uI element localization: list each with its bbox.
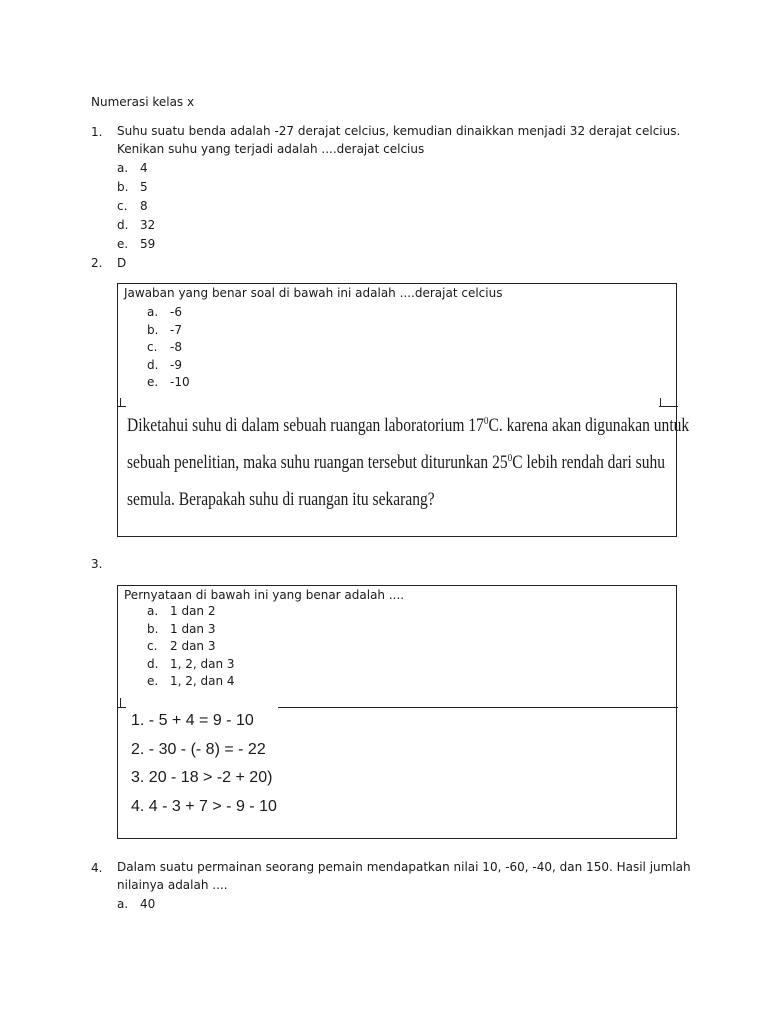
problem-image-line-3: semula. Berapakah suhu di ruangan itu sekarang? <box>127 490 435 510</box>
option-item <box>117 216 155 235</box>
option-letter: b. <box>147 621 159 636</box>
option-item <box>147 621 235 639</box>
option-item <box>147 638 235 656</box>
option-letter: d. <box>117 218 129 232</box>
option-text: -7 <box>170 322 182 337</box>
option-letter: a. <box>147 604 159 618</box>
option-letter: b. <box>117 180 129 194</box>
option-letter: a. <box>117 897 129 911</box>
option-letter: b. <box>147 322 159 337</box>
option-text: 5 <box>140 180 148 194</box>
option-item <box>147 656 235 674</box>
option-text: 2 dan 3 <box>170 639 216 653</box>
problem-image-line-1: Diketahui suhu di dalam sebuah ruangan laboratorium $17^0C$. karena akan digunakan untuk <box>127 415 690 437</box>
question-2-text: D <box>117 256 127 270</box>
option-item <box>147 357 190 375</box>
option-letter: d. <box>147 656 159 671</box>
question-1-number: 1. <box>91 125 103 139</box>
question-4-options <box>117 895 155 914</box>
option-item <box>147 304 190 322</box>
question-1-text <box>117 122 680 158</box>
question-3-number: 3. <box>91 557 103 571</box>
question-2-box <box>117 283 690 537</box>
scan-edge-line-left <box>117 707 126 708</box>
option-item <box>117 197 155 216</box>
option-text: 1, 2, dan 4 <box>170 674 235 688</box>
option-item <box>117 235 155 254</box>
option-text: -6 <box>170 305 182 319</box>
question-4-number: 4. <box>91 861 103 875</box>
option-text: 59 <box>140 237 156 251</box>
question-1-line-2: Kenikan suhu yang terjadi adalah ....derajat celcius <box>117 142 425 156</box>
option-item <box>147 339 190 357</box>
option-text: 1, 2, dan 3 <box>170 656 235 671</box>
option-letter: c. <box>147 639 158 653</box>
option-text: 1 dan 3 <box>170 621 216 636</box>
option-text: 32 <box>140 218 156 232</box>
scan-edge-line-right <box>659 406 678 407</box>
option-item <box>147 603 235 621</box>
option-item <box>117 159 155 178</box>
statement-4: 4. 4 - 3 + 7 > - 9 - 10 <box>131 798 277 815</box>
option-letter: e. <box>117 237 129 251</box>
question-2-options <box>147 304 190 392</box>
option-item <box>147 673 235 691</box>
option-item <box>147 374 190 392</box>
question-4-line-2: nilainya adalah .... <box>117 878 228 892</box>
question-3-options <box>147 603 235 691</box>
problem-image-line-2: sebuah penelitian, maka suhu ruangan tersebut diturunkan $25^0C$ lebih rendah dari suhu <box>127 452 666 474</box>
question-4-line-1: Dalam suatu permainan seorang pemain mendapatkan nilai 10, -60, -40, dan 150. Hasil jumlah <box>117 860 691 874</box>
option-text: 4 <box>140 161 148 175</box>
question-4-text <box>117 858 691 894</box>
statement-2: 2. - 30 - (- 8) = - 22 <box>131 741 266 758</box>
option-letter: e. <box>147 674 159 688</box>
question-3-box <box>117 585 677 839</box>
scan-edge-line-right <box>278 707 678 708</box>
option-letter: c. <box>117 199 128 213</box>
scan-edge-line-left <box>117 406 126 407</box>
option-text: 40 <box>140 897 156 911</box>
scan-edge-tick-left <box>120 398 121 407</box>
option-letter: e. <box>147 375 159 389</box>
scan-edge-tick-left <box>120 698 121 708</box>
option-letter: a. <box>117 161 129 175</box>
question-2-number: 2. <box>91 256 103 270</box>
option-item <box>147 322 190 340</box>
option-text: -9 <box>170 357 182 372</box>
statement-3: 3. 20 - 18 > -2 + 20) <box>131 769 273 786</box>
option-letter: c. <box>147 340 158 354</box>
question-3-lead: Pernyataan di bawah ini yang benar adalah .... <box>124 588 405 602</box>
option-text: 1 dan 2 <box>170 604 216 618</box>
statement-1: 1. - 5 + 4 = 9 - 10 <box>131 712 254 729</box>
option-letter: d. <box>147 357 159 372</box>
option-text: -8 <box>170 340 182 354</box>
document-title: Numerasi kelas x <box>91 95 195 109</box>
option-text: 8 <box>140 199 148 213</box>
option-item <box>117 895 155 914</box>
question-1-options <box>117 159 155 254</box>
option-item <box>117 178 155 197</box>
question-1-line-1: Suhu suatu benda adalah -27 derajat celcius, kemudian dinaikkan menjadi 32 derajat celcius. <box>117 124 681 138</box>
question-2-lead: Jawaban yang benar soal di bawah ini adalah ....derajat celcius <box>124 286 503 300</box>
scan-edge-tick-right <box>660 398 661 407</box>
option-text: -10 <box>170 375 190 389</box>
option-letter: a. <box>147 305 159 319</box>
